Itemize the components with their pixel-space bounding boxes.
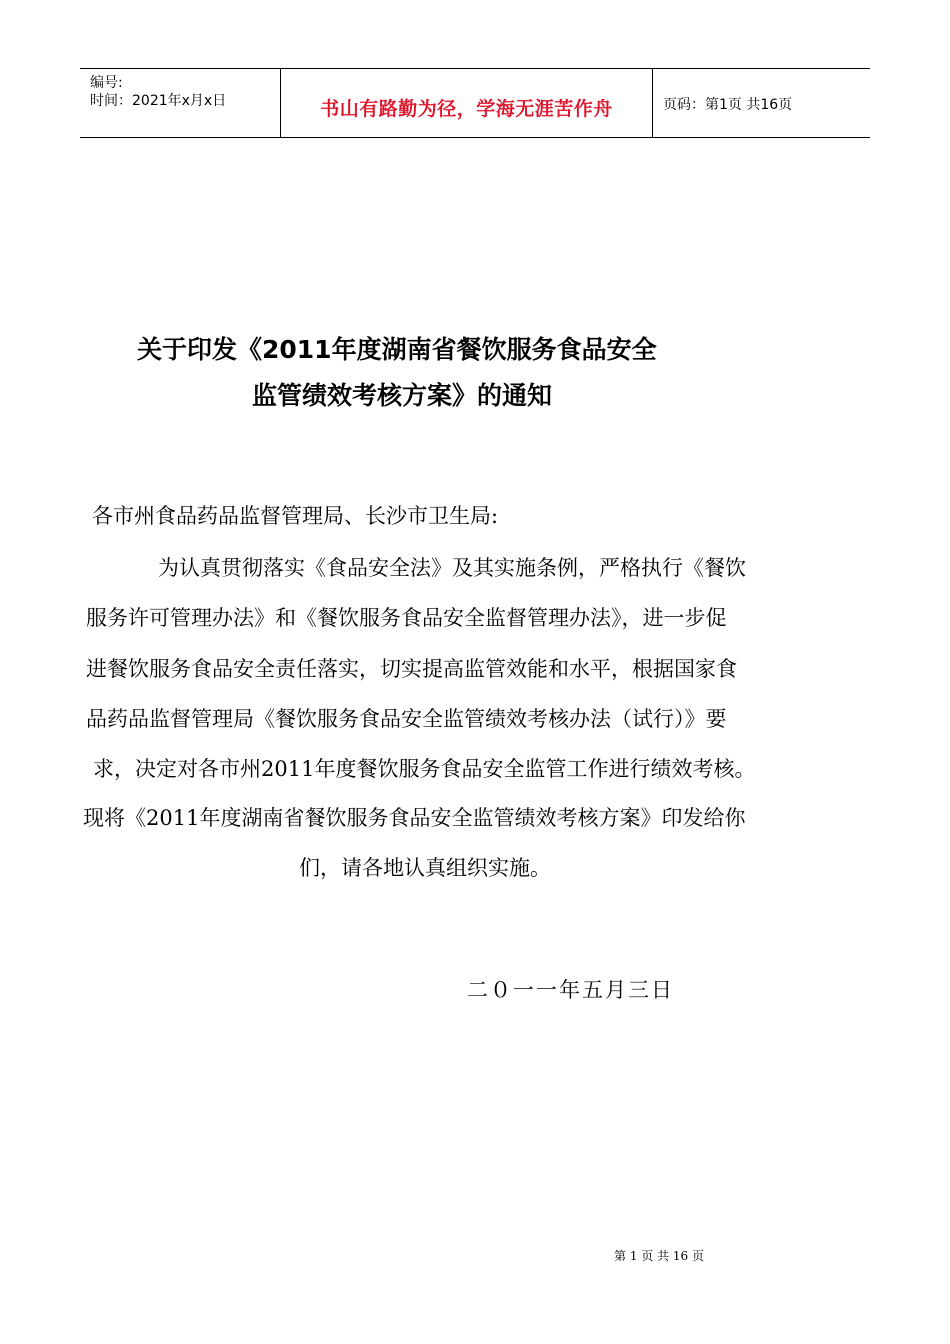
document-title-line-2: 监管绩效考核方案》的通知 <box>252 381 553 410</box>
body-line: 们，请各地认真组织实施。 <box>299 856 551 880</box>
header-motto-cell <box>281 69 653 137</box>
document-title-line-1: 关于印发《2011年度湖南省餐饮服务食品安全 <box>137 335 657 364</box>
body-line: 服务许可管理办法》和《餐饮服务食品安全监督管理办法》，进一步促 <box>86 606 727 630</box>
body-line: 为认真贯彻落实《食品安全法》及其实施条例，严格执行《餐饮 <box>158 556 746 580</box>
salutation: 各市州食品药品监督管理局、长沙市卫生局: <box>92 504 499 528</box>
header-page-info: 页码：第1页 共16页 <box>663 97 793 113</box>
document-date: 二０一一年五月三日 <box>467 978 674 1002</box>
header-table <box>80 68 870 138</box>
motto-text: 书山有路勤为径，学海无涯苦作舟 <box>320 98 613 120</box>
time-label: 时间：2021年x月x日 <box>90 93 227 109</box>
number-label: 编号: <box>90 75 123 91</box>
body-line: 品药品监督管理局《餐饮服务食品安全监管绩效考核办法（试行）》要 <box>86 707 727 731</box>
body-line: 求，决定对各市州2011年度餐饮服务食品安全监管工作进行绩效考核。 <box>93 757 756 781</box>
body-line: 进餐饮服务食品安全责任落实，切实提高监管效能和水平，根据国家食 <box>86 657 737 681</box>
footer-page-number: 第 1 页 共 16 页 <box>614 1249 704 1263</box>
header-meta-cell <box>80 69 281 137</box>
header-page-cell <box>653 69 870 137</box>
body-line: 现将《2011年度湖南省餐饮服务食品安全监管绩效考核方案》印发给你 <box>83 806 746 830</box>
